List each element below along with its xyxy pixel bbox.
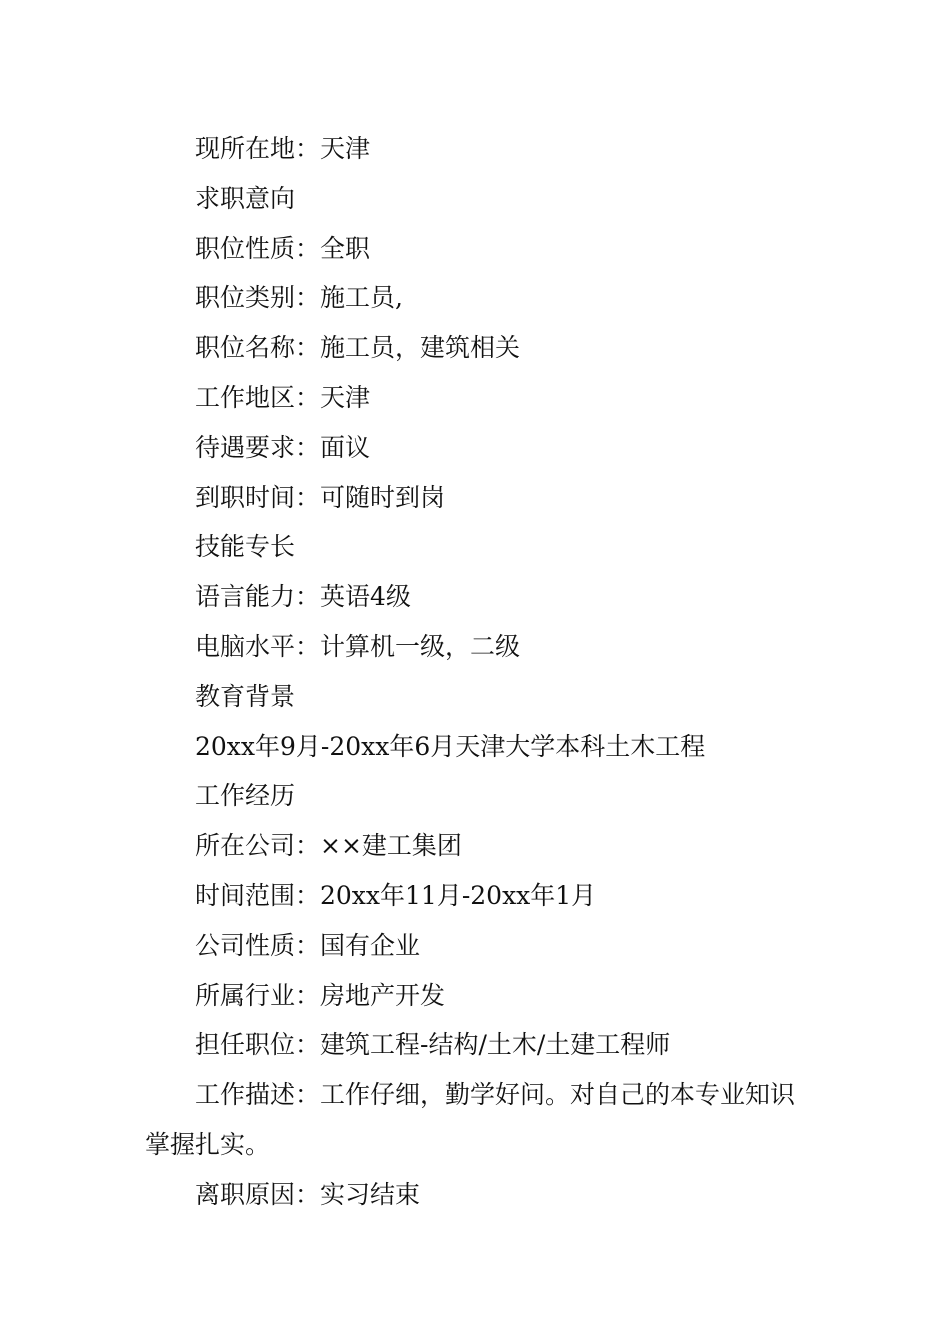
- job-title-line: 职位名称：施工员，建筑相关: [195, 333, 521, 363]
- company-nature-line: 公司性质：国有企业: [195, 930, 421, 960]
- leave-reason-line: 离职原因：实习结束: [195, 1179, 421, 1209]
- skills-heading: 技能专长: [195, 532, 296, 562]
- education-heading: 教育背景: [195, 681, 296, 711]
- current-location-line: 现所在地：天津: [195, 134, 371, 163]
- work-experience-heading: 工作经历: [195, 781, 296, 811]
- work-region-line: 工作地区：天津: [195, 382, 371, 412]
- computer-level-line: 电脑水平：计算机一级，二级: [195, 631, 521, 661]
- start-time-line: 到职时间：可随时到岗: [195, 482, 446, 512]
- job-intention-heading: 求职意向: [195, 183, 296, 213]
- company-line: 所在公司：××建工集团: [195, 831, 462, 861]
- job-nature-line: 职位性质：全职: [195, 233, 371, 263]
- industry-line: 所属行业：房地产开发: [195, 980, 446, 1010]
- work-description-paragraph: 工作描述：工作仔细，勤学好问。对自己的本专业知识掌握扎实。: [145, 1080, 796, 1159]
- position-held-line: 担任职位：建筑工程-结构/土木/土建工程师: [195, 1030, 671, 1060]
- salary-requirement-line: 待遇要求：面议: [195, 432, 371, 462]
- time-range-line: 时间范围：20xx年11月-20xx年1月: [195, 880, 597, 910]
- job-category-line: 职位类别：施工员,: [195, 283, 403, 313]
- language-ability-line: 语言能力：英语4级: [195, 582, 411, 612]
- resume-content: [145, 124, 815, 1220]
- education-entry-line: 20xx年9月-20xx年6月天津大学本科土木工程: [195, 731, 706, 761]
